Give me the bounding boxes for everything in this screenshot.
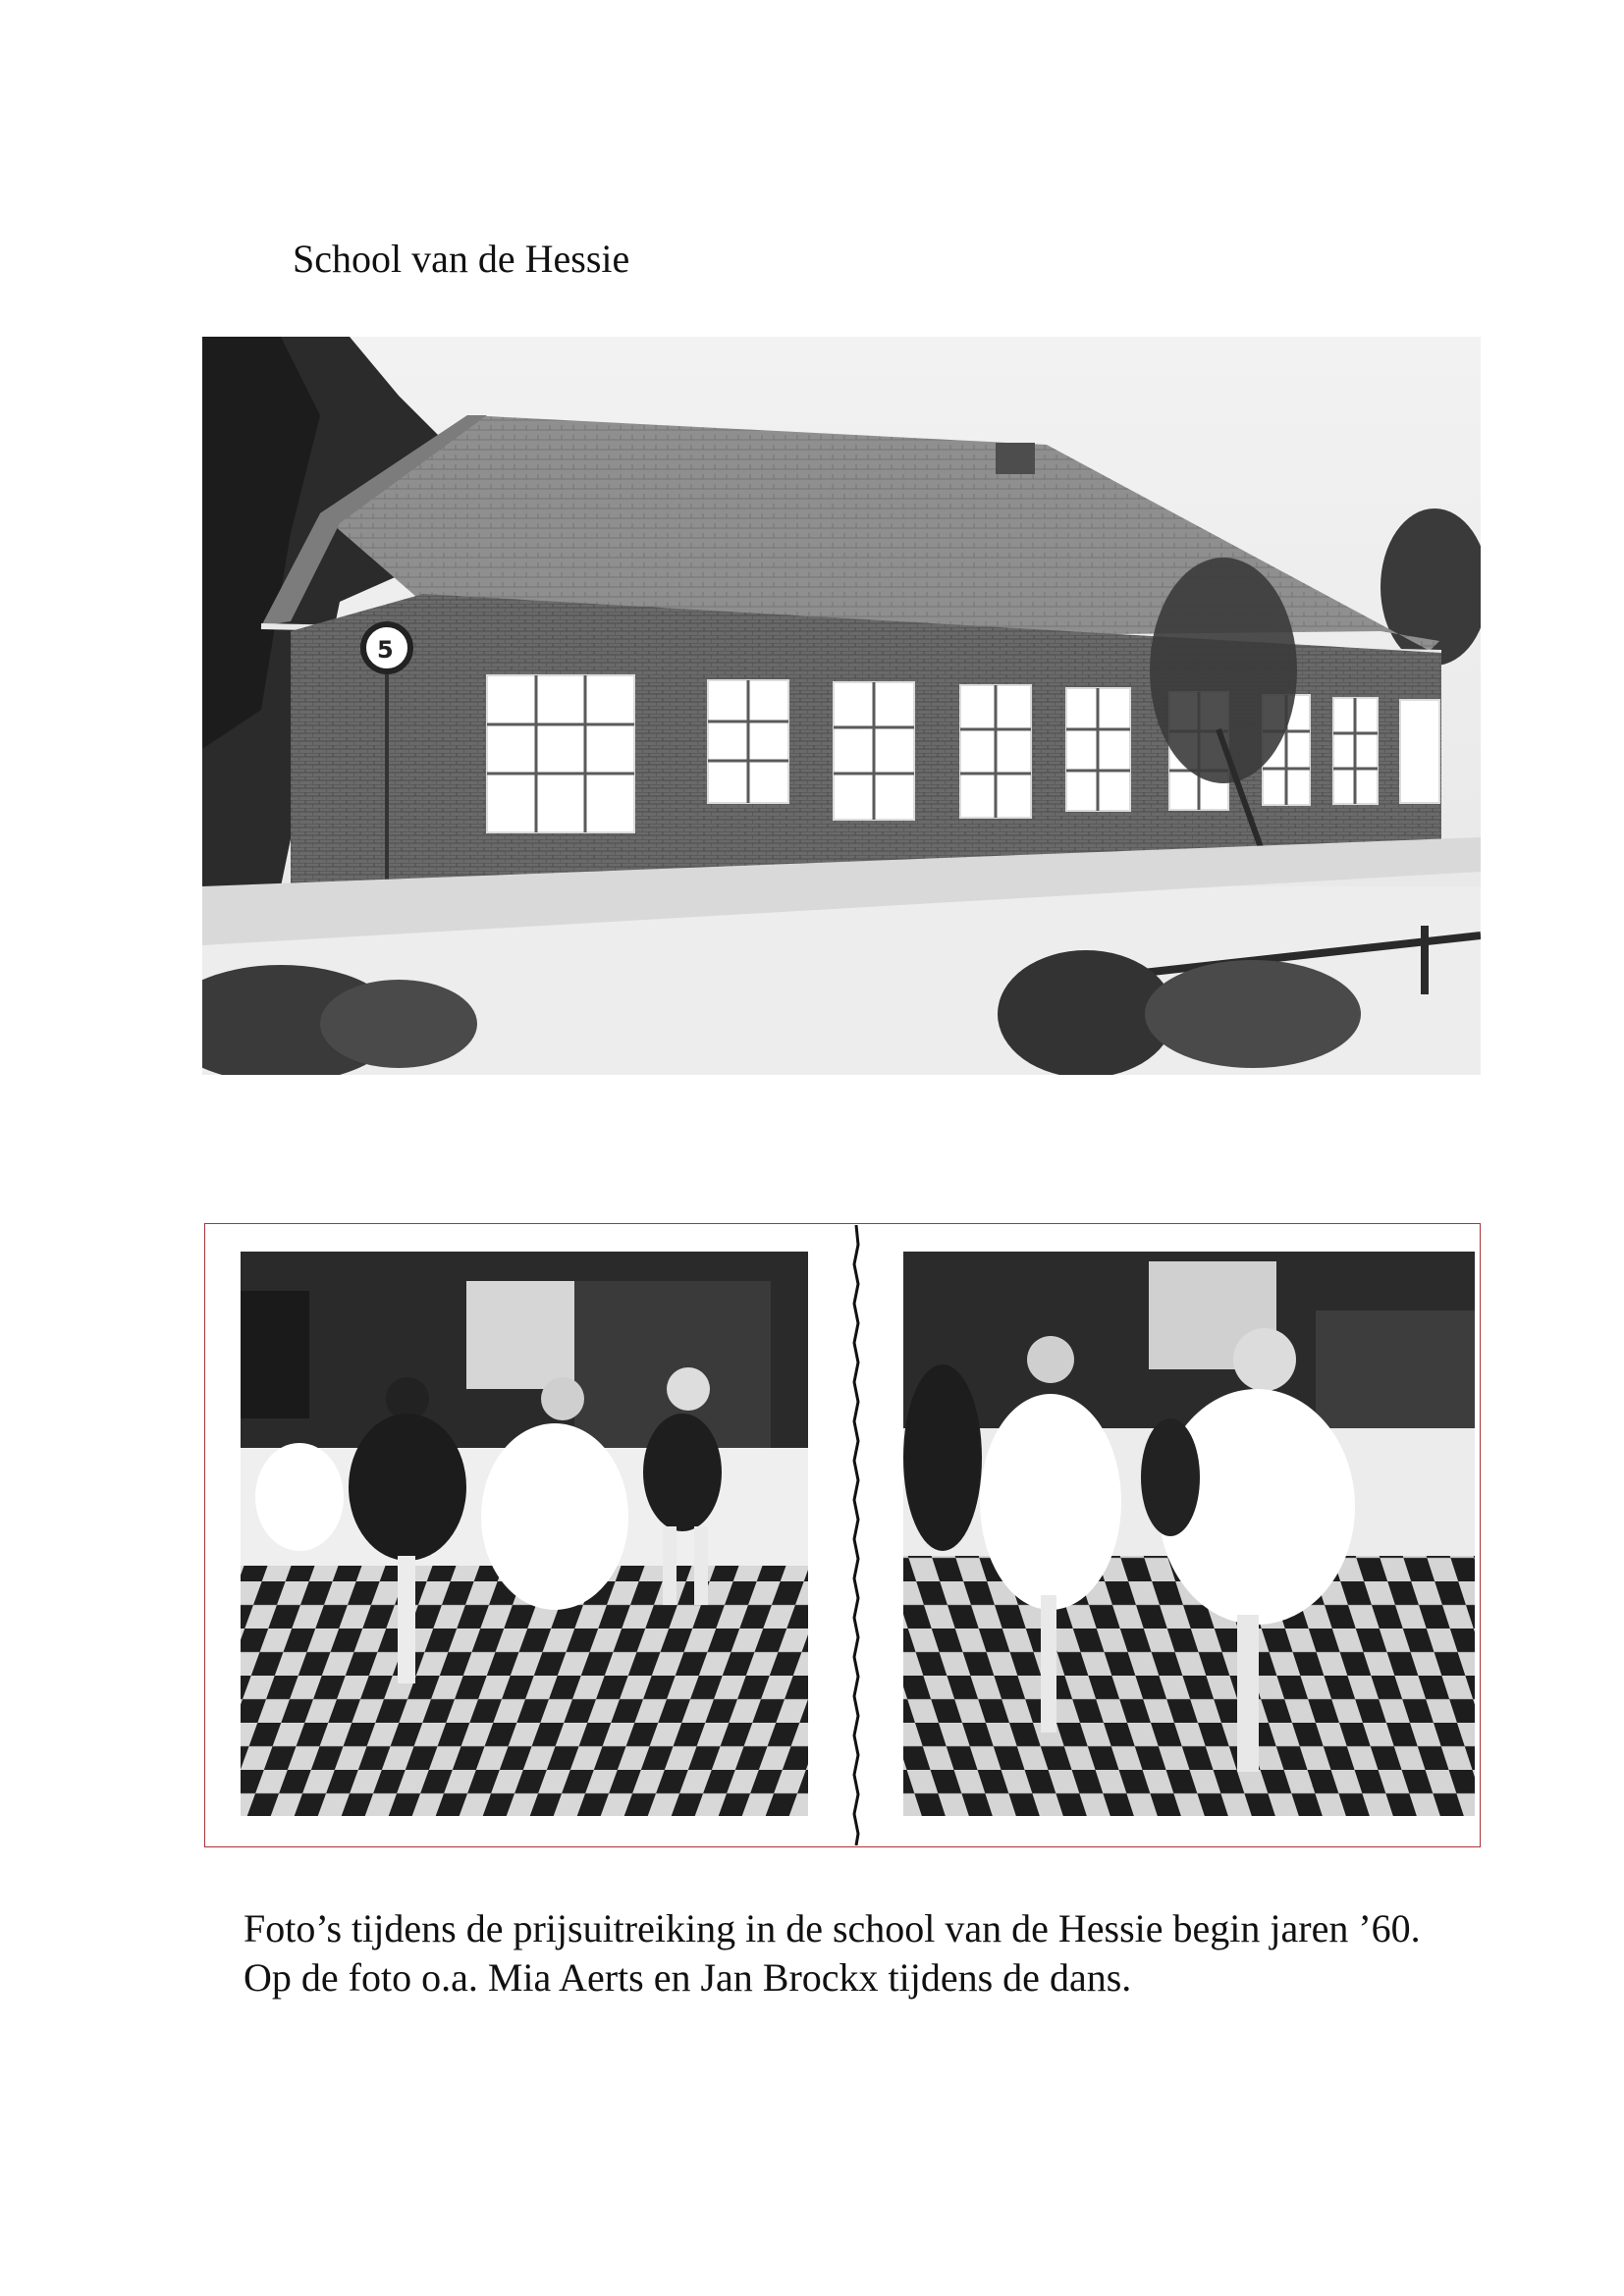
- caption-line-2: Op de foto o.a. Mia Aerts en Jan Brockx tijdens de dans.: [244, 1955, 1132, 2000]
- photo-caption: [244, 1904, 1421, 2002]
- dance-photo-left: [241, 1252, 808, 1816]
- caption-line-1: Foto’s tijdens de prijsuitreiking in de school van de Hessie begin jaren ’60.: [244, 1906, 1421, 1950]
- dance-photo-right: [903, 1252, 1475, 1816]
- school-building-photo: [202, 337, 1481, 1075]
- photo-divider: [852, 1225, 860, 1845]
- page-title: School van de Hessie: [293, 237, 630, 281]
- svg-text:5: 5: [377, 636, 394, 664]
